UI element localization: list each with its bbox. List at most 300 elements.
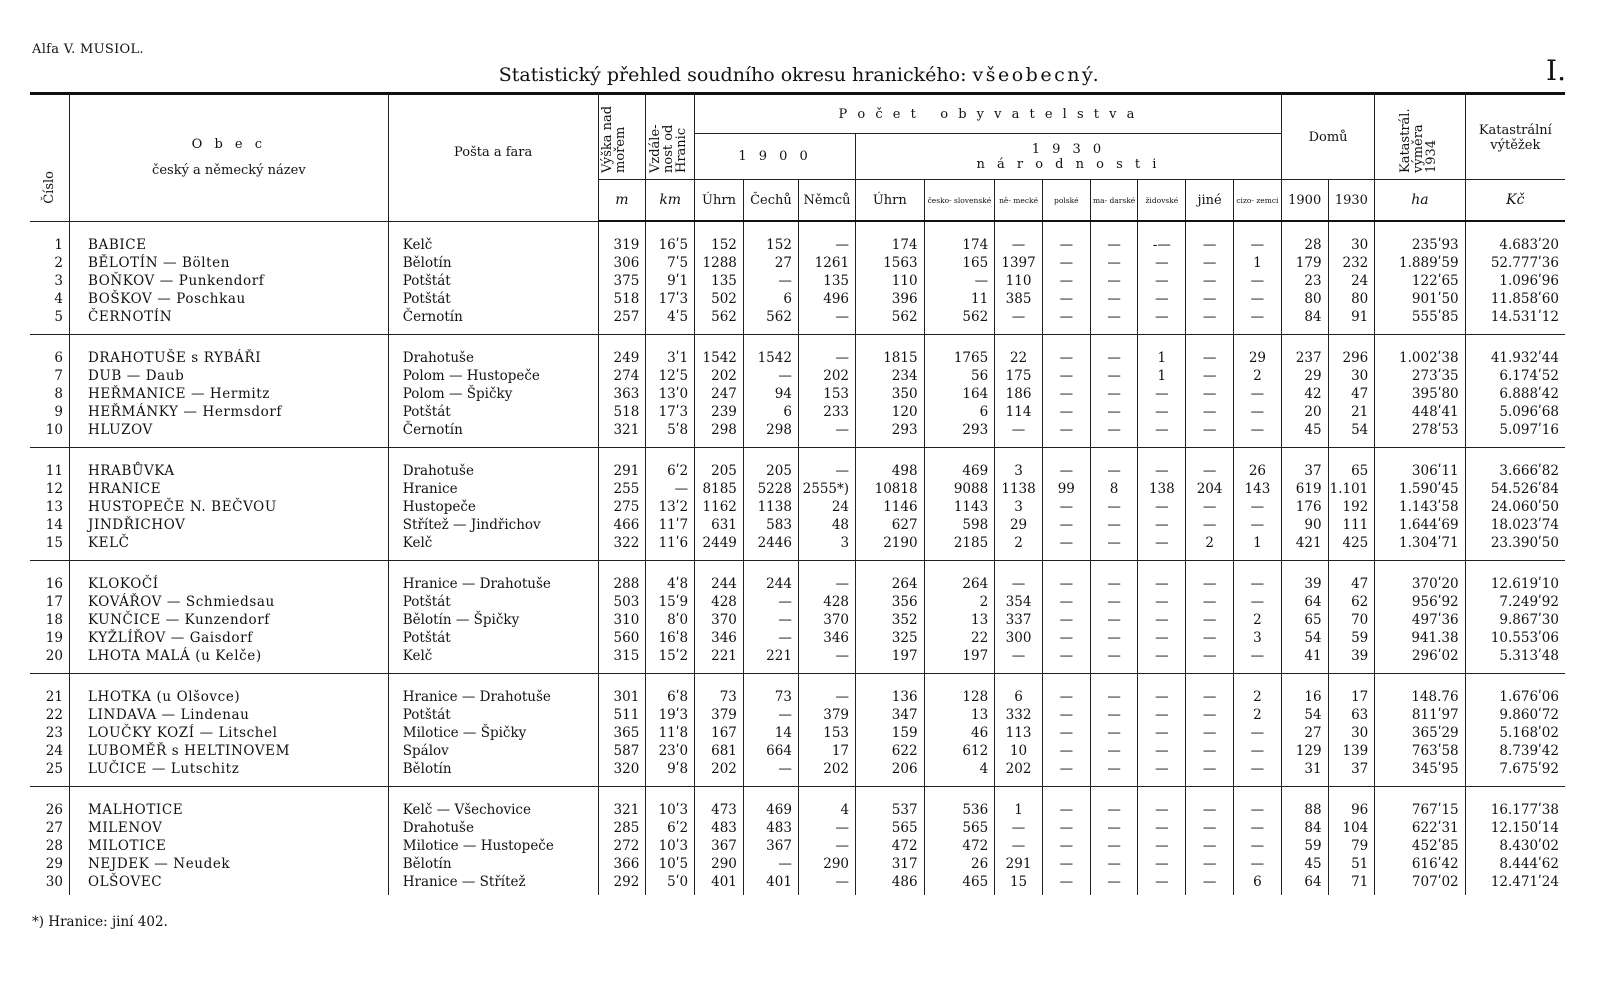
table-cell: Střítež — Jindřichov xyxy=(388,516,598,534)
table-cell: 42 xyxy=(1281,385,1328,403)
table-cell: 197 xyxy=(856,647,925,674)
table-cell: LHOTKA (u Olšovce) xyxy=(69,674,388,707)
table-cell: 11ʹ8 xyxy=(646,724,695,742)
table-cell: — xyxy=(1090,308,1138,335)
table-cell: — xyxy=(1090,724,1138,742)
table-cell: — xyxy=(1090,674,1138,707)
table-cell: 11.858ʹ60 xyxy=(1465,290,1565,308)
table-cell: 321 xyxy=(598,787,646,820)
table-cell: 2 xyxy=(995,534,1043,561)
table-cell: — xyxy=(1138,819,1186,837)
table-cell: 23 xyxy=(45,725,63,741)
table-cell: 285 xyxy=(598,819,646,837)
table-cell: 6ʹ2 xyxy=(646,819,695,837)
table-cell: 275 xyxy=(598,498,646,516)
table-cell: — xyxy=(1138,498,1186,516)
table-cell: 1.304ʹ71 xyxy=(1375,534,1465,561)
table-cell: 79 xyxy=(1328,837,1375,855)
table-cell: 84 xyxy=(1281,819,1328,837)
table-cell: 9.867ʹ30 xyxy=(1465,611,1565,629)
table-cell: 291 xyxy=(598,448,646,481)
table-cell: 941.38 xyxy=(1375,629,1465,647)
table-cell: 138 xyxy=(1138,480,1186,498)
table-cell: 5228 xyxy=(743,480,798,498)
table-cell: 10ʹ3 xyxy=(646,837,695,855)
table-cell: — xyxy=(1186,873,1234,895)
table-cell: 114 xyxy=(995,403,1043,421)
table-cell: 2 xyxy=(1234,674,1282,707)
table-cell: 255 xyxy=(598,480,646,498)
table-cell: 1.676ʹ06 xyxy=(1465,674,1565,707)
table-cell: 1 xyxy=(995,787,1043,820)
table-cell: — xyxy=(1234,724,1282,742)
table-cell: — xyxy=(1042,611,1090,629)
table-cell: 352 xyxy=(856,611,925,629)
author-name: Alfa V. MUSIOL. xyxy=(32,42,144,57)
table-cell: 186 xyxy=(995,385,1043,403)
table-cell: 59 xyxy=(1328,629,1375,647)
table-cell: 562 xyxy=(924,308,995,335)
table-cell: 11 xyxy=(924,290,995,308)
table-cell: — xyxy=(1090,837,1138,855)
table-cell: — xyxy=(1234,647,1282,674)
table-cell: 129 xyxy=(1281,742,1328,760)
table-cell: 350 xyxy=(856,385,925,403)
table-cell: 113 xyxy=(995,724,1043,742)
table-cell: 17ʹ3 xyxy=(646,290,695,308)
table-cell: 346 xyxy=(695,629,744,647)
table-cell: 17 xyxy=(1328,674,1375,707)
table-cell: — xyxy=(1138,873,1186,895)
table-cell: 5.168ʹ02 xyxy=(1465,724,1565,742)
table-cell: — xyxy=(1186,448,1234,481)
table-cell: 6 xyxy=(995,674,1043,707)
table-row xyxy=(30,534,1565,561)
table-cell: 486 xyxy=(856,873,925,895)
table-cell: 54 xyxy=(1281,629,1328,647)
table-cell: 6ʹ8 xyxy=(646,674,695,707)
table-cell: 664 xyxy=(743,742,798,760)
table-cell: 12.619ʹ10 xyxy=(1465,561,1565,594)
table-cell: 96 xyxy=(1328,787,1375,820)
table-cell: 152 xyxy=(695,221,744,254)
table-cell: 497ʹ36 xyxy=(1375,611,1465,629)
table-cell: — xyxy=(1042,873,1090,895)
table-cell: Hustopeče xyxy=(388,498,598,516)
table-cell: 7ʹ5 xyxy=(646,254,695,272)
table-cell: 27 xyxy=(743,254,798,272)
table-cell: 622ʹ31 xyxy=(1375,819,1465,837)
table-cell: — xyxy=(1138,837,1186,855)
table-cell: — xyxy=(1186,498,1234,516)
table-cell: 6ʹ2 xyxy=(646,448,695,481)
table-cell: 17ʹ3 xyxy=(646,403,695,421)
table-cell: — xyxy=(1186,516,1234,534)
table-row xyxy=(30,629,1565,647)
table-cell: BOŠKOV — Poschkau xyxy=(69,290,388,308)
table-cell: 135 xyxy=(798,272,855,290)
table-cell: — xyxy=(1234,221,1282,254)
table-cell: 26 xyxy=(1234,448,1282,481)
table-cell: 278ʹ53 xyxy=(1375,421,1465,448)
table-cell: — xyxy=(1138,760,1186,787)
table-cell: 428 xyxy=(695,593,744,611)
table-cell: — xyxy=(1138,272,1186,290)
table-cell: 247 xyxy=(695,385,744,403)
footnote: *) Hranice: jiní 402. xyxy=(32,914,168,930)
table-cell: — xyxy=(1138,742,1186,760)
table-cell: 31 xyxy=(1281,760,1328,787)
table-cell: 8.739ʹ42 xyxy=(1465,742,1565,760)
table-cell: 4 xyxy=(54,291,63,307)
table-cell: KYŽLÍŘOV — Gaisdorf xyxy=(69,629,388,647)
table-cell: 518 xyxy=(598,290,646,308)
table-cell: 5ʹ8 xyxy=(646,421,695,448)
table-cell: — xyxy=(1090,873,1138,895)
table-cell: 54.526ʹ84 xyxy=(1465,480,1565,498)
table-cell: 13 xyxy=(45,499,63,515)
table-cell: Potštát xyxy=(388,629,598,647)
table-cell: — xyxy=(1186,272,1234,290)
table-cell: 221 xyxy=(743,647,798,674)
table-cell: 2555*) xyxy=(798,480,855,498)
table-cell: 9088 xyxy=(924,480,995,498)
table-cell: LOUČKY KOZÍ — Litschel xyxy=(69,724,388,742)
unit-ha: ha xyxy=(1375,180,1465,222)
table-cell: 22 xyxy=(924,629,995,647)
table-cell: — xyxy=(1234,290,1282,308)
table-cell: — xyxy=(1042,272,1090,290)
col-nemcu: Němců xyxy=(798,180,855,222)
table-cell: HEŘMANICE — Hermitz xyxy=(69,385,388,403)
table-cell: 10ʹ5 xyxy=(646,855,695,873)
table-cell: — xyxy=(1090,855,1138,873)
table-cell: 30 xyxy=(45,874,63,890)
table-cell: — xyxy=(798,221,855,254)
table-cell: Kelč xyxy=(388,221,598,254)
table-row xyxy=(30,308,1565,335)
table-cell: Hranice — Drahotuše xyxy=(388,561,598,594)
table-cell: — xyxy=(1186,308,1234,335)
table-cell: 8.444ʹ62 xyxy=(1465,855,1565,873)
table-cell: 1.590ʹ45 xyxy=(1375,480,1465,498)
table-cell: — xyxy=(1138,706,1186,724)
table-cell: — xyxy=(1042,855,1090,873)
table-cell: 59 xyxy=(1281,837,1328,855)
table-cell: 421 xyxy=(1281,534,1328,561)
table-cell: — xyxy=(1090,629,1138,647)
table-cell: 8185 xyxy=(695,480,744,498)
table-cell: 498 xyxy=(856,448,925,481)
table-cell: 5.096ʹ68 xyxy=(1465,403,1565,421)
table-cell: — xyxy=(1090,385,1138,403)
table-cell: 19ʹ3 xyxy=(646,706,695,724)
table-cell: — xyxy=(1234,787,1282,820)
table-cell: — xyxy=(1186,367,1234,385)
table-cell: — xyxy=(1090,290,1138,308)
table-cell: — xyxy=(1090,593,1138,611)
table-cell: 174 xyxy=(924,221,995,254)
table-cell: — xyxy=(1042,498,1090,516)
table-cell: 1146 xyxy=(856,498,925,516)
table-row xyxy=(30,561,1565,594)
table-cell: 469 xyxy=(924,448,995,481)
table-row xyxy=(30,742,1565,760)
table-cell: 565 xyxy=(856,819,925,837)
table-cell: 237 xyxy=(1281,335,1328,368)
table-cell: 465 xyxy=(924,873,995,895)
table-cell: 46 xyxy=(924,724,995,742)
table-cell: 136 xyxy=(856,674,925,707)
table-cell: 15ʹ2 xyxy=(646,647,695,674)
table-cell: 11ʹ7 xyxy=(646,516,695,534)
table-cell: — xyxy=(1042,674,1090,707)
col-uhrn-1900: Úhrn xyxy=(695,180,744,222)
table-cell: 12.150ʹ14 xyxy=(1465,819,1565,837)
col-nemecke: ně- mecké xyxy=(995,180,1043,222)
table-cell: — xyxy=(743,272,798,290)
table-cell: — xyxy=(1042,421,1090,448)
table-cell: 17 xyxy=(798,742,855,760)
table-cell: 2 xyxy=(924,593,995,611)
table-cell: 298 xyxy=(695,421,744,448)
table-cell: 197 xyxy=(924,647,995,674)
table-cell: 310 xyxy=(598,611,646,629)
table-cell: MILENOV xyxy=(69,819,388,837)
table-cell: — xyxy=(995,421,1043,448)
table-cell: Spálov xyxy=(388,742,598,760)
table-cell: 290 xyxy=(695,855,744,873)
table-cell: Polom — Špičky xyxy=(388,385,598,403)
table-cell: 1542 xyxy=(743,335,798,368)
table-cell: — xyxy=(1186,787,1234,820)
table-cell: — xyxy=(1234,272,1282,290)
table-cell: 17 xyxy=(45,594,63,610)
table-cell: 264 xyxy=(856,561,925,594)
col-domu: Domů xyxy=(1281,94,1374,180)
table-row xyxy=(30,837,1565,855)
table-cell: 10 xyxy=(30,421,69,448)
table-cell: — xyxy=(1138,561,1186,594)
table-cell: Potštát xyxy=(388,290,598,308)
table-cell: 325 xyxy=(856,629,925,647)
table-cell: 128 xyxy=(924,674,995,707)
table-cell: — xyxy=(1186,221,1234,254)
table-cell: 18.023ʹ74 xyxy=(1465,516,1565,534)
table-cell: 54 xyxy=(1281,706,1328,724)
table-cell: 9.860ʹ72 xyxy=(1465,706,1565,724)
table-cell: 84 xyxy=(1281,308,1328,335)
table-cell: 5.097ʹ16 xyxy=(1465,421,1565,448)
table-cell: 367 xyxy=(695,837,744,855)
table-cell: 2 xyxy=(54,255,63,271)
table-cell: — xyxy=(1042,385,1090,403)
table-cell: — xyxy=(1090,534,1138,561)
table-cell: BOŇKOV — Punkendorf xyxy=(69,272,388,290)
table-cell: — xyxy=(743,593,798,611)
table-cell: 292 xyxy=(598,873,646,895)
table-cell: 24 xyxy=(1328,272,1375,290)
table-cell: NEJDEK — Neudek xyxy=(69,855,388,873)
table-cell: 122ʹ65 xyxy=(1375,272,1465,290)
table-cell: BĚLOTÍN — Bölten xyxy=(69,254,388,272)
table-cell: 94 xyxy=(743,385,798,403)
table-cell: 176 xyxy=(1281,498,1328,516)
table-row xyxy=(30,335,1565,368)
table-cell: 1138 xyxy=(743,498,798,516)
table-cell: — xyxy=(1234,498,1282,516)
table-cell: — xyxy=(1090,647,1138,674)
table-cell: 11 xyxy=(45,463,63,479)
table-cell: 1.002ʹ38 xyxy=(1375,335,1465,368)
table-cell: — xyxy=(1042,787,1090,820)
table-cell: 1 xyxy=(54,236,63,253)
table-cell: 30 xyxy=(1328,367,1375,385)
table-cell: 6.888ʹ42 xyxy=(1465,385,1565,403)
table-cell: — xyxy=(743,367,798,385)
table-cell: 1542 xyxy=(695,335,744,368)
table-cell: — xyxy=(798,308,855,335)
col-madarske: ma- darské xyxy=(1090,180,1138,222)
title-spaced: všeobecný. xyxy=(972,64,1102,86)
table-cell: 70 xyxy=(1328,611,1375,629)
table-cell: — xyxy=(743,855,798,873)
table-cell: Drahotuše xyxy=(388,819,598,837)
table-cell: 15ʹ9 xyxy=(646,593,695,611)
table-row xyxy=(30,272,1565,290)
table-cell: 366 xyxy=(598,855,646,873)
table-cell: 143 xyxy=(1234,480,1282,498)
table-cell: — xyxy=(1042,335,1090,368)
table-cell: 264 xyxy=(924,561,995,594)
table-cell: 235ʹ93 xyxy=(1375,221,1465,254)
table-cell: 16.177ʹ38 xyxy=(1465,787,1565,820)
table-cell: — xyxy=(1042,629,1090,647)
table-cell: 20 xyxy=(30,647,69,674)
table-cell: 12ʹ5 xyxy=(646,367,695,385)
table-cell: — xyxy=(1138,421,1186,448)
table-cell: KOVÁŘOV — Schmiedsau xyxy=(69,593,388,611)
table-cell: — xyxy=(798,647,855,674)
table-cell: — xyxy=(1186,647,1234,674)
col-cizozemci: cizo- zemci xyxy=(1234,180,1282,222)
table-cell: 233 xyxy=(798,403,855,421)
table-row xyxy=(30,290,1565,308)
table-cell: — xyxy=(1186,724,1234,742)
table-cell: 1.143ʹ58 xyxy=(1375,498,1465,516)
table-cell: 598 xyxy=(924,516,995,534)
table-cell: 1815 xyxy=(856,335,925,368)
table-cell: — xyxy=(1090,403,1138,421)
table-cell: — xyxy=(798,837,855,855)
table-cell: 503 xyxy=(598,593,646,611)
table-cell: 322 xyxy=(598,534,646,561)
table-cell: 90 xyxy=(1281,516,1328,534)
table-cell: 71 xyxy=(1328,873,1375,895)
table-cell: 4 xyxy=(798,787,855,820)
table-cell: 583 xyxy=(743,516,798,534)
table-cell: 12.471ʹ24 xyxy=(1465,873,1565,895)
table-cell: 1162 xyxy=(695,498,744,516)
table-cell: 99 xyxy=(1042,480,1090,498)
table-cell: Kelč xyxy=(388,647,598,674)
table-cell: 469 xyxy=(743,787,798,820)
table-cell: 73 xyxy=(743,674,798,707)
table-cell: 10.553ʹ06 xyxy=(1465,629,1565,647)
table-cell: 319 xyxy=(598,221,646,254)
table-cell: 3ʹ1 xyxy=(646,335,695,368)
table-cell: 8.430ʹ02 xyxy=(1465,837,1565,855)
table-cell: — xyxy=(1090,367,1138,385)
table-cell: 2 xyxy=(1234,611,1282,629)
table-cell: 1 xyxy=(1138,335,1186,368)
table-cell: 2 xyxy=(1186,534,1234,561)
table-cell: 428 xyxy=(798,593,855,611)
table-cell: 4 xyxy=(924,760,995,787)
table-cell: — xyxy=(1186,760,1234,787)
table-cell: — xyxy=(1186,290,1234,308)
table-cell: 562 xyxy=(856,308,925,335)
table-cell: 21 xyxy=(1328,403,1375,421)
table-cell: 26 xyxy=(924,855,995,873)
table-cell: — xyxy=(1234,516,1282,534)
table-cell: — xyxy=(1234,561,1282,594)
table-cell: LHOTA MALÁ (u Kelče) xyxy=(69,647,388,674)
table-cell: — xyxy=(1186,819,1234,837)
table-cell: 202 xyxy=(695,760,744,787)
table-cell: — xyxy=(1042,593,1090,611)
table-cell: -— xyxy=(1138,221,1186,254)
table-cell: — xyxy=(798,448,855,481)
table-cell: — xyxy=(995,221,1043,254)
table-cell: LINDAVA — Lindenau xyxy=(69,706,388,724)
table-cell: Drahotuše xyxy=(388,335,598,368)
table-cell: 562 xyxy=(743,308,798,335)
table-cell: 148.76 xyxy=(1375,674,1465,707)
table-cell: Potštát xyxy=(388,706,598,724)
col-posta: Pošta a fara xyxy=(388,94,598,222)
table-cell: 616ʹ42 xyxy=(1375,855,1465,873)
table-cell: 345ʹ95 xyxy=(1375,760,1465,787)
table-cell: 367 xyxy=(743,837,798,855)
table-cell: 8 xyxy=(54,386,63,402)
table-cell: — xyxy=(1042,561,1090,594)
table-cell: 41 xyxy=(1281,647,1328,674)
table-cell: — xyxy=(1090,421,1138,448)
table-cell: 681 xyxy=(695,742,744,760)
table-cell: 1143 xyxy=(924,498,995,516)
table-cell: 175 xyxy=(995,367,1043,385)
table-cell: — xyxy=(1186,421,1234,448)
table-cell: 244 xyxy=(743,561,798,594)
table-cell: 167 xyxy=(695,724,744,742)
table-cell: 25 xyxy=(30,760,69,787)
table-cell: ČERNOTÍN xyxy=(69,308,388,335)
table-cell: 379 xyxy=(695,706,744,724)
table-cell: 23.390ʹ50 xyxy=(1465,534,1565,561)
table-cell: 293 xyxy=(924,421,995,448)
table-cell: 19 xyxy=(45,630,63,646)
col-obec: O b e c český a německý název xyxy=(69,94,388,222)
table-cell: 104 xyxy=(1328,819,1375,837)
table-row xyxy=(30,448,1565,481)
table-row xyxy=(30,403,1565,421)
table-cell: 73 xyxy=(695,674,744,707)
col-cechu: Čechů xyxy=(743,180,798,222)
table-cell: 13ʹ0 xyxy=(646,385,695,403)
table-cell: — xyxy=(743,760,798,787)
table-cell: — xyxy=(1138,611,1186,629)
